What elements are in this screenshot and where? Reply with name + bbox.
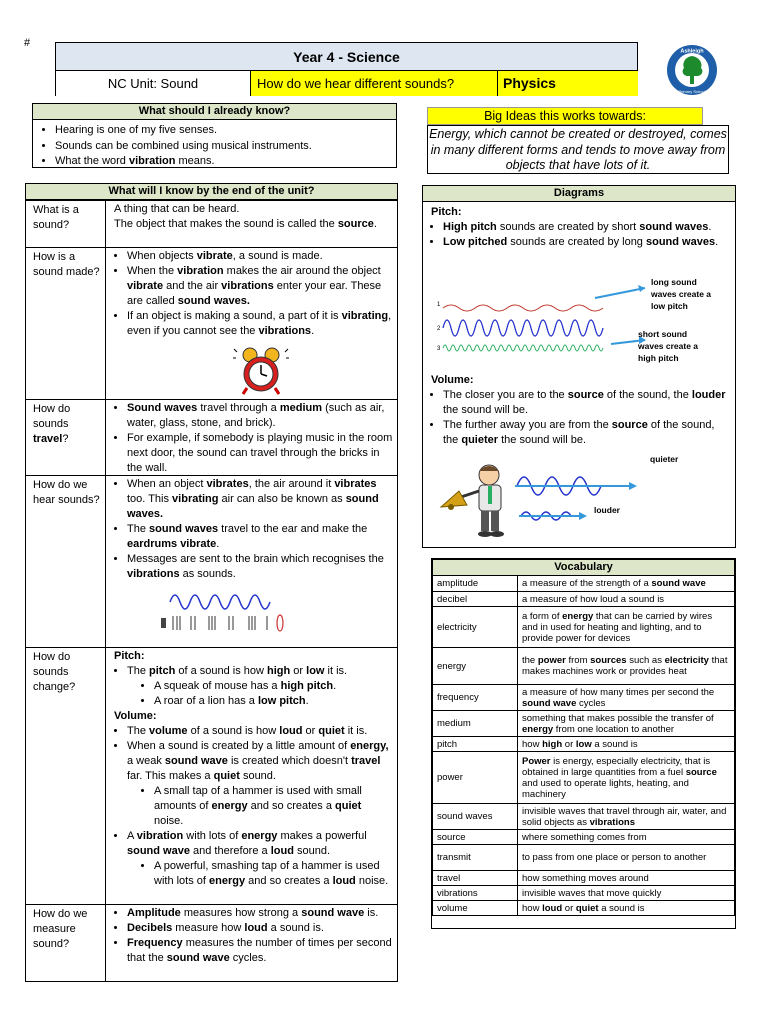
person-with-bell-icon: [431, 461, 521, 543]
row-question: How do we hear sounds?: [26, 476, 106, 647]
table-row: [26, 399, 397, 475]
table-row: electricity a form of energy that can be carried by wires and in used for heating and lighting, and to provide power for devices: [433, 607, 735, 648]
list-item: • High pitch sounds are created by short sound waves.: [443, 220, 729, 235]
table-row: [26, 475, 397, 647]
page-title: Year 4 - Science: [56, 43, 637, 71]
big-ideas-text: Energy, which cannot be created or destroyed, comes in many different forms and tends to move away from objects that have lots of it.: [427, 125, 729, 174]
svg-text:Ashleigh: Ashleigh: [680, 48, 704, 55]
table-row: [26, 200, 397, 247]
table-row: vibrations invisible waves that move quickly: [433, 886, 735, 901]
list-item: • The further away you are from the source of the sound, the quieter the sound will be.: [443, 418, 729, 448]
table-row: [26, 647, 397, 904]
pitch-label: Pitch:: [431, 206, 462, 218]
end-of-unit-heading: What will I know by the end of the unit?: [26, 184, 397, 200]
end-of-unit-table: [25, 183, 398, 982]
table-row: energy the power from sources such as electricity that makes machines work or provides heat: [433, 648, 735, 685]
row-question: How do we measure sound?: [26, 905, 106, 982]
table-row: power Power is energy, especially electricity, that is obtained in large quantities from a fuel source and used to operate lights, heating, and machinery: [433, 752, 735, 804]
row-answer: • When objects vibrate, a sound is made. • When the vibration makes the air around the object vibrate and the air vibrations enter your ear. These are called sound waves. • If an object is making a sound, a part of it is vibrating, even if you cannot see the vibrations.: [106, 248, 397, 339]
row-question: How do sounds change?: [26, 648, 106, 904]
vocabulary-table: [432, 559, 735, 916]
table-row: pitch how high or low a sound is: [433, 737, 735, 752]
big-ideas-heading: Big Ideas this works towards:: [427, 107, 703, 125]
list-item: • Hearing is one of my five senses.: [55, 123, 396, 138]
unit-label: NC Unit: Sound: [56, 71, 251, 96]
row-question: How is a sound made?: [26, 248, 106, 399]
prior-knowledge-heading: What should I already know?: [33, 104, 396, 120]
alarm-clock-icon: [233, 346, 289, 396]
row-answer: • When an object vibrates, the air around it vibrates too. This vibrating air can also be known as sound waves. • The sound waves travel to the ear and make the eardrums vibrate. • Messages are sent to the brain which recognises the vibrations as sounds.: [106, 476, 397, 582]
unit-question: How do we hear different sounds?: [251, 71, 498, 96]
long-wave-label: long sound waves create a low pitch: [651, 277, 712, 311]
svg-text:1: 1: [437, 302, 441, 308]
row-answer: Pitch: • The pitch of a sound is how high or low it is. • A squeak of mouse has a high pitch. • A roar of a lion has a low pitch. Volume: • The volume of a sound is how loud or quiet it is. • When a sound is created by a little amount of energy, a weak sound wave is created which doesn't travel far. This makes a quiet sound. • A small tap of a hammer is used with small amounts of energy and so creates a quiet noise. • A vibration with lots of energy makes a powerful sound wave and therefore a loud sound. • A powerful, smashing tap of a hammer is used with lots of energy and so creates a loud noise.: [106, 648, 397, 889]
svg-text:Primary School: Primary School: [678, 89, 706, 94]
table-row: source where something comes from: [433, 830, 735, 845]
header: [55, 42, 638, 96]
volume-wave-diagram: [515, 468, 645, 538]
diagrams-heading: Diagrams: [423, 186, 735, 202]
page-marker: #: [24, 37, 31, 49]
svg-text:2: 2: [437, 326, 441, 332]
table-row: [26, 904, 397, 982]
row-answer: • Sound waves travel through a medium (such as air, water, glass, stone, and brick). • For example, if somebody is playing music in the room next door, the sound can travel through the bricks in the wall.: [106, 400, 397, 476]
table-row: decibel a measure of how loud a sound is: [433, 592, 735, 607]
short-wave-label: short sound waves create a high pitch: [638, 329, 699, 363]
table-row: amplitude a measure of the strength of a sound wave: [433, 576, 735, 592]
table-row: frequency a measure of how many times per second the sound wave cycles: [433, 685, 735, 711]
table-row: travel how something moves around: [433, 871, 735, 886]
quieter-label: quieter: [650, 454, 679, 464]
list-item: • Sounds can be combined using musical instruments.: [55, 139, 396, 154]
row-question: How do sounds travel?: [26, 400, 106, 475]
vocabulary-box: [431, 558, 736, 929]
list-item: • Low pitched sounds are created by long sound waves.: [443, 235, 729, 250]
school-logo: [666, 44, 718, 96]
list-item: • The closer you are to the source of the sound, the louder the sound will be.: [443, 388, 729, 418]
table-row: transmit to pass from one place or person to another: [433, 845, 735, 871]
svg-text:3: 3: [437, 346, 441, 352]
louder-label: louder: [594, 505, 620, 515]
vocabulary-heading: Vocabulary: [433, 560, 735, 576]
volume-label: Volume:: [431, 374, 474, 386]
row-question: What is a sound?: [26, 201, 106, 247]
list-item: • What the word vibration means.: [55, 154, 396, 169]
subject-label: Physics: [498, 71, 638, 96]
table-row: medium something that makes possible the transfer of energy from one location to another: [433, 711, 735, 737]
table-row: [26, 247, 397, 399]
table-row: sound waves invisible waves that travel through air, water, and solid objects as vibrations: [433, 804, 735, 830]
diagrams-box: [422, 185, 736, 548]
row-answer: A thing that can be heard. The object that makes the sound is called the source.: [114, 203, 377, 230]
sound-wave-diagram: [160, 584, 290, 636]
prior-knowledge-box: [32, 103, 397, 168]
row-answer: • Amplitude measures how strong a sound wave is. • Decibels measure how loud a sound is. • Frequency measures the number of times per second that the sound wave cycles.: [106, 905, 397, 966]
table-row: volume how loud or quiet a sound is: [433, 901, 735, 916]
